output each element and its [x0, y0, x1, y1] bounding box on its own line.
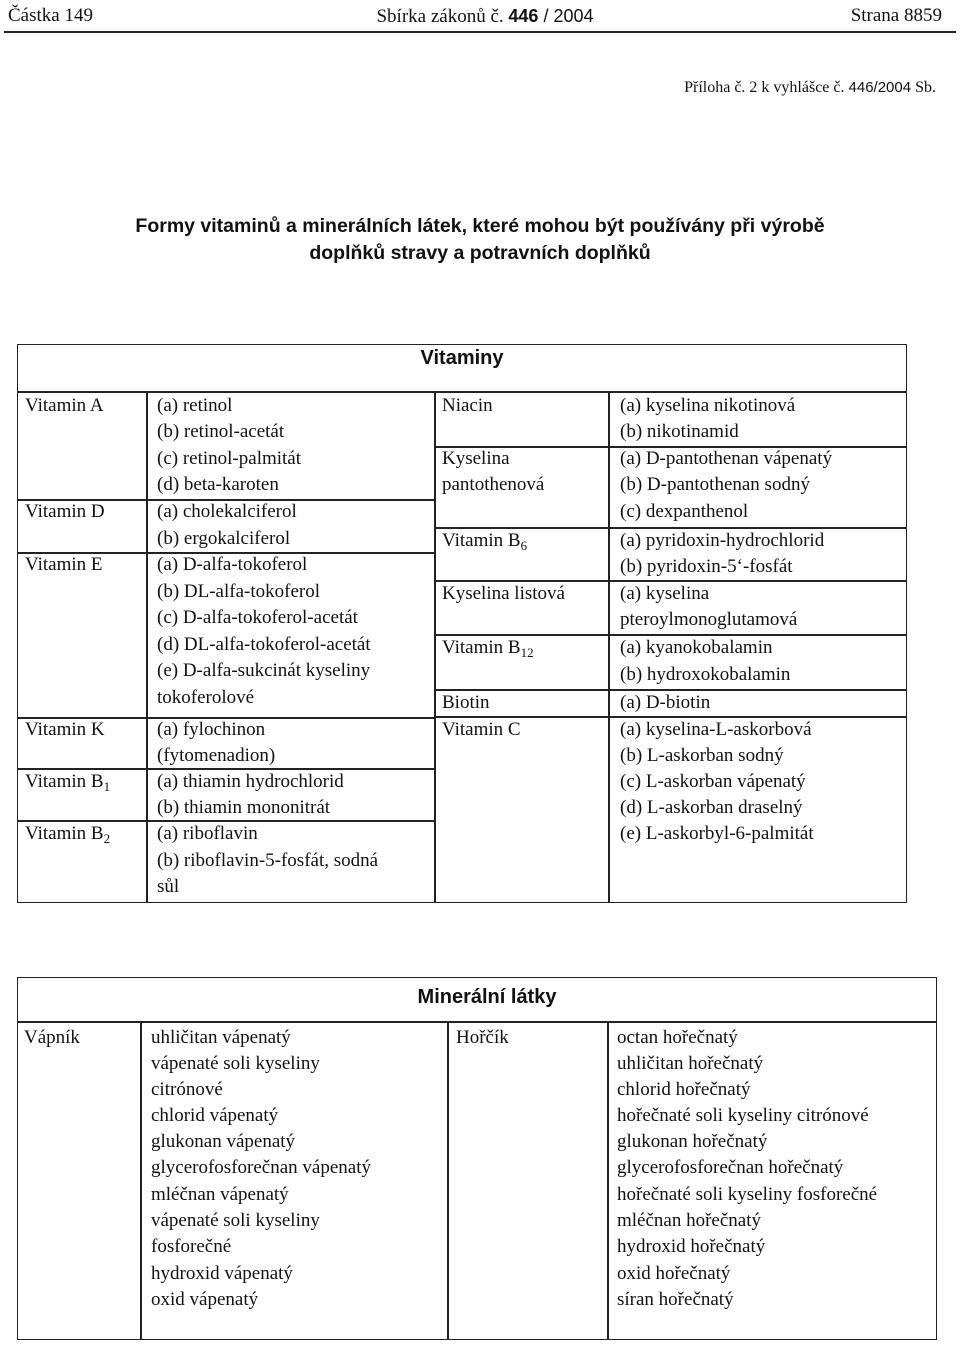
mineral-form: chlorid vápenatý [151, 1105, 279, 1126]
vitamin-form: (a) cholekalciferol [157, 501, 297, 522]
mineral-form: hydroxid hořečnatý [617, 1236, 766, 1257]
page-header [8, 2, 942, 30]
vitamin-form: (b) retinol-acetát [157, 421, 285, 442]
vitamin-name: Vitamin E [25, 554, 103, 575]
mineral-form: glukonan hořečnatý [617, 1131, 768, 1152]
divider [608, 391, 610, 903]
vitamin-form: (a) kyanokobalamin [620, 637, 773, 658]
mineral-name: Vápník [24, 1027, 80, 1048]
mineral-form: chlorid hořečnatý [617, 1079, 751, 1100]
vitamin-form: (a) kyselina nikotinová [620, 395, 796, 416]
vitamin-name: Vitamin D [25, 501, 105, 522]
vitamin-form: (a) kyselina-L-askorbová [620, 719, 812, 740]
mineral-form: glycerofosforečnan hořečnatý [617, 1157, 844, 1178]
mineral-form: oxid hořečnatý [617, 1263, 731, 1284]
vitamin-form: pteroylmonoglutamová [620, 609, 798, 630]
vitamin-form: sůl [157, 876, 180, 897]
mineral-form: vápenaté soli kyseliny [151, 1210, 320, 1231]
mineral-form: vápenaté soli kyseliny [151, 1053, 320, 1074]
mineral-form: fosforečné [151, 1236, 232, 1257]
vitamin-name: Vitamin $B_2$ [25, 823, 111, 846]
vitamin-form: (d) beta-karoten [157, 474, 279, 495]
vitamin-form: (d) DL-alfa-tokoferol-acetát [157, 634, 371, 655]
mineral-form: oxid vápenatý [151, 1289, 259, 1310]
collection-label: Sbírka zákonů č. 446 / 2004 [376, 6, 594, 27]
mineral-form: uhličitan hořečnatý [617, 1053, 764, 1074]
vitamin-form: (b) hydroxokobalamin [620, 664, 791, 685]
mineral-name: Hořčík [456, 1027, 509, 1048]
divider [447, 1021, 449, 1340]
vitamin-form: (e) L-askorbyl-6-palmitát [620, 823, 814, 844]
vitamin-name: Kyselina listová [442, 583, 565, 604]
vitamin-form: (a) riboflavin [157, 823, 258, 844]
mineral-form: mléčnan hořečnatý [617, 1210, 762, 1231]
vitamin-name: Vitamin A [25, 395, 104, 416]
vitamin-form: (b) D-pantothenan sodný [620, 474, 810, 495]
minerals-header-rule [17, 1021, 937, 1023]
divider [434, 391, 436, 903]
header-rule [4, 31, 956, 33]
vitamin-form: (b) nikotinamid [620, 421, 739, 442]
vitamin-form: (fytomenadion) [157, 745, 276, 766]
law-number: 446 [508, 6, 539, 26]
vitamin-form: (a) thiamin hydrochlorid [157, 771, 344, 792]
document-title: Formy vitaminů a minerálních látek, které mohou být používány při výrobě doplňků stravy a potravních doplňků [135, 215, 825, 264]
vitamin-name: Vitamin $B_{12}$ [442, 637, 534, 660]
mineral-form: octan hořečnatý [617, 1027, 738, 1048]
divider [146, 391, 148, 903]
vitamin-form: (c) L-askorban vápenatý [620, 771, 806, 792]
vitamin-form: (b) L-askorban sodný [620, 745, 784, 766]
divider [607, 1021, 609, 1340]
vitamin-name: Vitamin $B_1$ [25, 771, 111, 794]
vitamin-form: (a) D-biotin [620, 692, 711, 713]
vitamin-form: (a) kyselina [620, 583, 710, 604]
vitamin-form: (b) riboflavin-5-fosfát, sodná [157, 850, 379, 871]
vitamins-heading: Vitaminy [420, 347, 504, 369]
page-number: Strana 8859 [850, 5, 942, 26]
vitamin-form: (e) D-alfa-sukcinát kyseliny [157, 660, 371, 681]
vitamin-name: Vitamin C [442, 719, 521, 740]
mineral-form: citrónové [151, 1079, 223, 1100]
mineral-form: hořečnaté soli kyseliny citrónové [617, 1105, 869, 1126]
vitamin-name: Niacin [442, 395, 493, 416]
mineral-form: uhličitan vápenatý [151, 1027, 291, 1048]
vitamin-form: (b) DL-alfa-tokoferol [157, 581, 321, 602]
vitamin-name: Biotin [442, 692, 490, 713]
vitamin-form: (a) fylochinon [157, 719, 266, 740]
vitamin-form: (c) retinol-palmitát [157, 448, 302, 469]
vitamin-name: pantothenová [442, 474, 545, 495]
vitamin-form: (a) D-alfa-tokoferol [157, 554, 308, 575]
divider [140, 1021, 142, 1340]
vitamin-form: (a) D-pantothenan vápenatý [620, 448, 833, 469]
vitamin-name: Kyselina [442, 448, 510, 469]
minerals-heading: Minerální látky [417, 986, 557, 1008]
vitamin-form: tokoferolové [157, 687, 255, 708]
mineral-form: hydroxid vápenatý [151, 1263, 293, 1284]
vitamin-form: (a) retinol [157, 395, 233, 416]
vitamin-name: Vitamin $B_6$ [442, 530, 528, 553]
vitamin-form: (d) L-askorban draselný [620, 797, 803, 818]
vitamin-form: (b) ergokalciferol [157, 528, 291, 549]
mineral-form: síran hořečnatý [617, 1289, 734, 1310]
vitamin-form: (a) pyridoxin-hydrochlorid [620, 530, 825, 551]
vitamin-form: (b) thiamin mononitrát [157, 797, 331, 818]
mineral-form: mléčnan vápenatý [151, 1184, 289, 1205]
issue-label: Částka 149 [8, 5, 93, 26]
annex-label: Příloha č. 2 k vyhlášce č. 446/2004 Sb. [684, 79, 936, 96]
vitamin-form: (c) dexpanthenol [620, 501, 749, 522]
vitamin-form: (c) D-alfa-tokoferol-acetát [157, 607, 358, 628]
mineral-form: glycerofosforečnan vápenatý [151, 1157, 371, 1178]
mineral-form: hořečnaté soli kyseliny fosforečné [617, 1184, 878, 1205]
vitamin-form: (b) pyridoxin-5‘-fosfát [620, 556, 793, 577]
vitamin-name: Vitamin K [25, 719, 105, 740]
mineral-form: glukonan vápenatý [151, 1131, 296, 1152]
